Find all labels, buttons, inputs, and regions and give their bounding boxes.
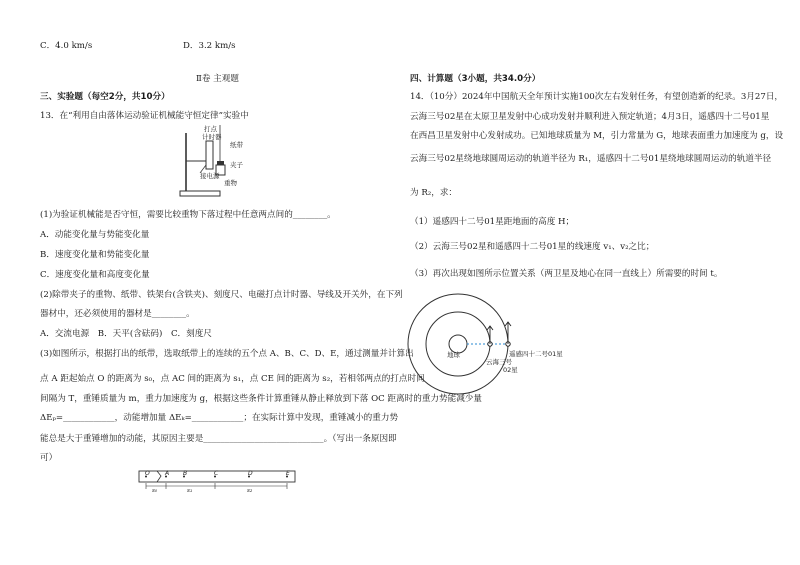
q14-line3: 在西昌卫星发射中心发射成功。已知地球质量为 M，引力常量为 G，地球表面重力加速度为 g，设 <box>410 131 784 141</box>
q14-part2: （2）云海三号02星和遥感四十二号01星的线速度 v₁、v₂之比； <box>410 242 655 252</box>
label-tape: 纸带 <box>230 141 243 149</box>
q13-part3-line1: (3)如图所示，根据打出的纸带，选取纸带上的连续的五个点 A、B、C、D、E，通过测量并计算出 <box>40 349 414 359</box>
q13-stem: 13．在“利用自由落体运动验证机械能守恒定律”实验中 <box>40 111 249 121</box>
q13-part1-option-b: B．速度变化量和势能变化量 <box>40 250 150 260</box>
q13-part3-line5: 能总是大于重锤增加的动能，其原因主要是____________________________。（写出一条原因即 <box>40 434 397 444</box>
label-clip: 夹子 <box>230 161 243 169</box>
label-power: 接电源 <box>200 172 220 180</box>
q13-part3-line4: ΔEₚ=____________，动能增加量 ΔEₖ=____________；在实际计算中发现，重锤减小的重力势 <box>40 413 399 423</box>
timer-body <box>206 141 213 169</box>
option-c: C．4.0 km/s <box>40 41 93 51</box>
q13-part2-options: A．交流电源 B．天平(含砝码) C．刻度尺 <box>40 329 212 339</box>
stand-base <box>180 191 220 196</box>
q14-part3: （3）再次出现如图所示位置关系（两卫星及地心在同一直线上）所需要的时间 t。 <box>410 269 723 279</box>
tape-label-o: O <box>145 470 150 477</box>
option-d: D．3.2 km/s <box>183 41 236 51</box>
tape-figure <box>137 469 299 493</box>
q13-part3-line6: 可） <box>40 453 58 463</box>
section3-title: 三、实验题（每空2分，共10分） <box>40 92 170 102</box>
clip <box>217 161 224 165</box>
q14-line2: 云海三号02星在太原卫星发射中心成功发射并顺利进入预定轨道；4月3日，遥感四十二号01星 <box>410 112 770 122</box>
q13-part3-line2: 点 A 距起始点 O 的距离为 s₀，点 AC 间的距离为 s₁，点 CE 间的距离为 s₂，若相邻两点的打点时间 <box>40 374 425 384</box>
q14-part1: （1）遥感四十二号01星距地面的高度 H； <box>410 217 575 227</box>
tape-label-b: B <box>183 470 188 477</box>
tape-label-a: A <box>165 470 170 477</box>
label-sat-outer: 遥感四十二号01星 <box>509 350 563 358</box>
orbit-figure <box>404 286 584 416</box>
q13-part1-option-a: A．动能变化量与势能变化量 <box>40 230 150 240</box>
tape-dim-s2: s₂ <box>247 488 253 493</box>
label-weight: 重物 <box>224 179 237 187</box>
tape-dim-s1: s₁ <box>187 488 193 493</box>
q13-part1: (1)为验证机械能是否守恒，需要比较重物下落过程中任意两点间的________。 <box>40 210 336 220</box>
section4-title: 四、计算题（3小题，共34.0分） <box>410 74 541 84</box>
label-sat-inner-1: 云海三号 <box>486 358 512 366</box>
tape-dim-s0: s₀ <box>152 488 158 493</box>
tape-label-c: C <box>214 470 219 477</box>
q13-part2-line2: 器材中，还必须使用的器材是________。 <box>40 309 195 319</box>
q13-part2-line1: (2)除带夹子的重物、纸带、铁架台(含铁夹)、刻度尺、电磁打点计时器、导线及开关外，在下列 <box>40 290 403 300</box>
q13-part1-option-c: C．速度变化量和高度变化量 <box>40 270 150 280</box>
q14-line1: 14．（10分）2024年中国航天全年预计实施100次左右发射任务，有望创造新的纪录。3月27日， <box>410 92 784 102</box>
label-earth: 地球 <box>447 351 460 359</box>
apparatus-figure <box>178 121 258 199</box>
volume-title: Ⅱ卷 主观题 <box>196 74 239 84</box>
label-timer: 打点 <box>204 125 217 133</box>
q13-part3-line3: 间隔为 T，重锤质量为 m，重力加速度为 g，根据这些条件计算重锤从静止释放到下落 OC 距离时的重力势能减少量 <box>40 394 482 404</box>
tape-label-e: E <box>286 470 290 477</box>
q14-line4: 云海三号02星绕地球圆周运动的轨道半径为 R₁，遥感四十二号01星绕地球圆周运动的轨道半径 <box>410 154 772 164</box>
label-sat-inner-2: 02星 <box>503 366 518 374</box>
label-timer2: 计时器 <box>202 133 222 141</box>
tape-label-d: D <box>248 470 253 477</box>
q14-line5: 为 R₂，求： <box>410 188 458 198</box>
